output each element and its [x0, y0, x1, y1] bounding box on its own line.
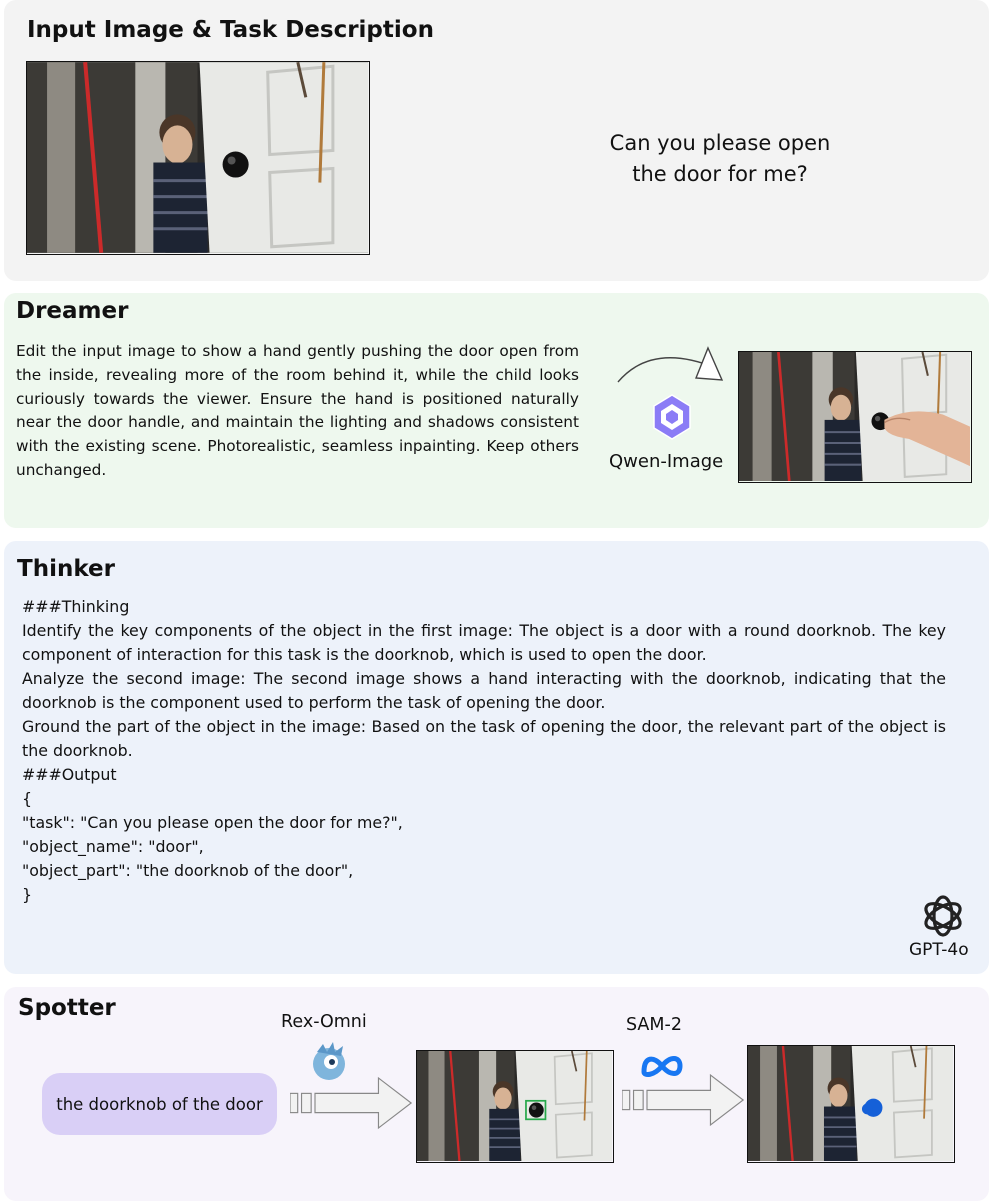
curved-arrow-icon — [612, 340, 730, 388]
gpt-4o-label: GPT-4o — [909, 940, 969, 960]
qwen-image-label: Qwen-Image — [609, 451, 724, 472]
thinker-line: "object_part": "the doorknob of the door", — [22, 861, 354, 880]
thinker-panel-title: Thinker — [17, 556, 115, 582]
segmentation-image — [747, 1045, 955, 1163]
thinker-line: { — [22, 789, 33, 808]
spotter-panel-title: Spotter — [18, 995, 116, 1021]
thinker-line: Identify the key components of the object in the first image: The object is a door with a round doorknob. The key component of interaction for this task is the doorknob, which is used to open the door. — [22, 621, 946, 664]
thinker-line: ###Thinking — [22, 597, 130, 616]
task-description: Can you please open the door for me? — [609, 131, 831, 186]
rex-omni-label: Rex-Omni — [281, 1012, 367, 1032]
arrow-icon — [290, 1073, 415, 1133]
thinker-line: } — [22, 885, 33, 904]
input-image — [26, 61, 370, 255]
query-text: the doorknob of the door — [56, 1094, 263, 1114]
arrow-icon — [622, 1070, 747, 1130]
thinker-line: "task": "Can you please open the door for me?", — [22, 813, 403, 832]
thinker-output — [22, 595, 946, 907]
thinker-line: ###Output — [22, 765, 117, 784]
thinker-line: Ground the part of the object in the image: Based on the task of opening the door, the relevant part of the object is the doorknob. — [22, 717, 946, 760]
openai-logo-icon — [918, 891, 968, 941]
input-panel-title: Input Image & Task Description — [27, 17, 434, 43]
qwen-logo-icon — [646, 392, 698, 442]
dreamed-image — [738, 351, 972, 483]
thinker-line: "object_name": "door", — [22, 837, 204, 856]
dreamer-panel-title: Dreamer — [16, 298, 129, 324]
sam-2-label: SAM-2 — [626, 1015, 682, 1035]
query-pill — [42, 1073, 277, 1135]
thinker-line: Analyze the second image: The second image shows a hand interacting with the doorknob, indicating that the doorknob is the component used to perform the task of opening the door. — [22, 669, 946, 712]
dreamer-prompt: Edit the input image to show a hand gently pushing the door open from the inside, revealing more of the room behind it, while the child looks curiously towards the viewer. Ensure the hand is positioned naturally near the door handle, and maintain the lighting and shadows consistent with the existing scene. Photorealistic, seamless inpainting. Keep others unchanged. — [16, 342, 579, 479]
detection-image — [416, 1050, 614, 1163]
